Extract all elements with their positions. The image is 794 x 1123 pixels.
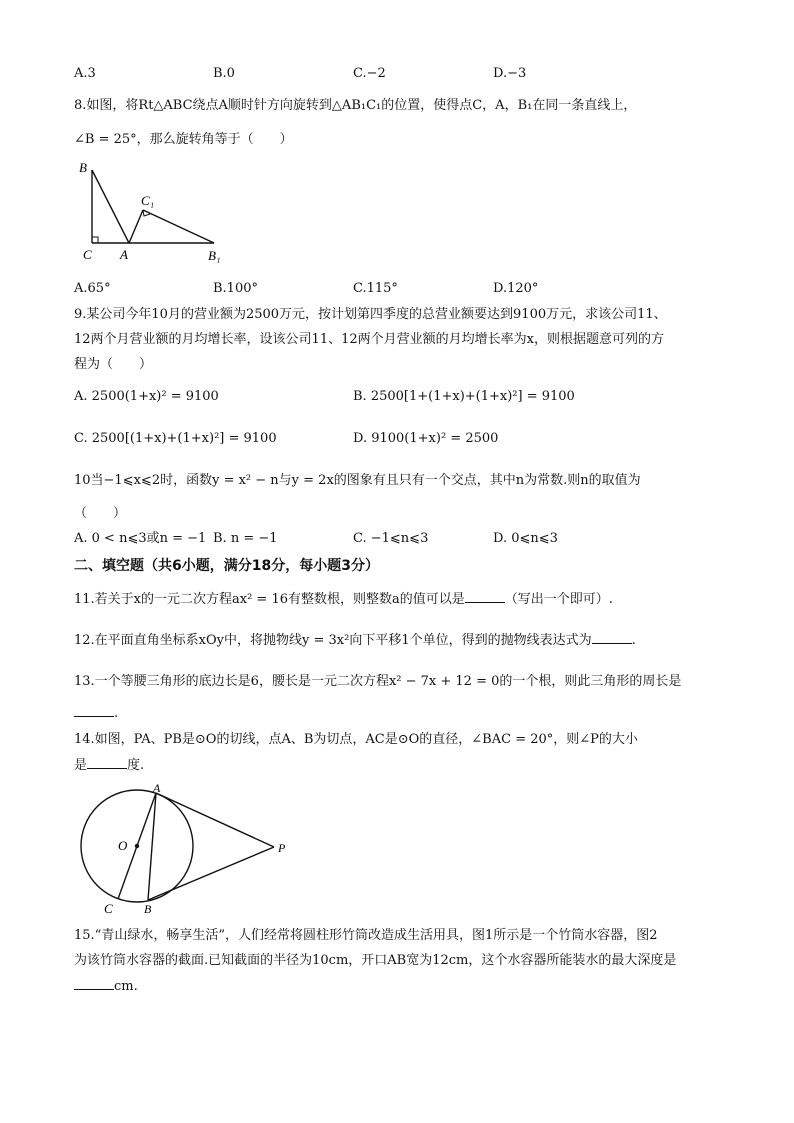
q8-option-c: C.115° — [353, 281, 398, 296]
q7-option-c: C.−2 — [353, 66, 386, 81]
q8-label-a: A — [120, 247, 128, 262]
q10-option-d: D. 0⩽n⩽3 — [493, 531, 558, 546]
q14-answer-blank — [87, 756, 127, 769]
q11-text-before: 11.若关于x的一元二次方程ax² = 16有整数根，则整数a的值可以是 — [74, 592, 465, 607]
q10-option-c: C. −1⩽n⩽3 — [353, 531, 429, 546]
q9-stem-line2: 12两个月营业额的月均增长率，设该公司11、12两个月营业额的月均增长率为x，则根据题意可列的方 — [74, 332, 664, 347]
q13-answer-blank — [74, 704, 114, 717]
q9-option-d: D. 9100(1+x)² = 2500 — [353, 431, 499, 446]
q11-stem — [74, 590, 613, 609]
q14-stem-line1: 14.如图，PA、PB是⊙O的切线，点A、B为切点，AC是⊙O的直径，∠BAC = 20°，则∠P的大小 — [74, 732, 638, 747]
q14-label-a: A — [153, 782, 161, 795]
q14-circle-tangent-figure — [74, 782, 304, 917]
q14-text-after: 度. — [127, 758, 145, 773]
q14-label-p: P — [278, 841, 286, 855]
q14-label-c: C — [104, 901, 113, 916]
q9-option-a: A. 2500(1+x)² = 9100 — [74, 389, 219, 404]
q12-text-before: 12.在平面直角坐标系xOy中，将抛物线y = 3x²向下平移1个单位，得到的抛物线表达式为 — [74, 633, 592, 648]
q8-option-a: A.65° — [74, 281, 111, 296]
q12-answer-blank — [592, 631, 632, 644]
q11-answer-blank — [465, 590, 505, 603]
q8-label-c1: C₁ — [141, 193, 155, 208]
q8-option-b: B.100° — [213, 281, 258, 296]
q7-option-d: D.−3 — [493, 66, 527, 81]
section-fill-in-title: 二、填空题（共6小题，满分18分，每小题3分） — [74, 558, 379, 574]
q15-stem-line2: 为该竹筒水容器的截面.已知截面的半径为10cm，开口AB宽为12cm，这个水容器所能装水的最大深度是 — [74, 953, 677, 968]
q7-option-b: B.0 — [213, 66, 235, 81]
q14-label-o: O — [118, 838, 128, 853]
q12-text-after: . — [631, 633, 636, 648]
q10-option-a: A. 0 < n⩽3或n = −1 — [74, 531, 207, 546]
q7-option-a: A.3 — [74, 66, 96, 81]
q8-label-c: C — [83, 247, 92, 262]
q14-text-before: 是 — [74, 758, 88, 773]
q13-stem-line2 — [74, 704, 118, 723]
q12-stem — [74, 631, 636, 650]
q8-label-b1: B₁ — [208, 248, 221, 263]
q15-answer-blank — [74, 977, 114, 990]
q8-label-b: B — [79, 160, 87, 175]
q13-text-after: . — [114, 706, 119, 721]
q15-stem-line3 — [74, 977, 138, 996]
q9-option-b: B. 2500[1+(1+x)+(1+x)²] = 9100 — [353, 389, 575, 404]
q8-triangle-figure — [74, 158, 244, 270]
q10-stem-line2: （ ） — [74, 506, 127, 521]
q13-stem-line1: 13.一个等腰三角形的底边长是6，腰长是一元二次方程x² − 7x + 12 = 0的一个根，则此三角形的周长是 — [74, 674, 682, 689]
q10-option-b: B. n = −1 — [213, 531, 278, 546]
q15-stem-line1: 15.“青山绿水，畅享生活”，人们经常将圆柱形竹筒改造成生活用具，图1所示是一个竹筒水容器，图2 — [74, 928, 658, 943]
q9-stem-line3: 程为（ ） — [74, 357, 153, 372]
q11-text-after: （写出一个即可）. — [504, 592, 613, 607]
q8-stem-line2: ∠B = 25°，那么旋转角等于（ ） — [74, 132, 293, 147]
q10-stem-line1: 10当−1⩽x⩽2时，函数y = x² − n与y = 2x的图象有且只有一个交点，其中n为常数.则n的取值为 — [74, 473, 641, 488]
q9-stem-line1: 9.某公司今年10月的营业额为2500万元，按计划第四季度的总营业额要达到9100万元，求该公司11、 — [74, 307, 667, 322]
q15-text-after: cm. — [114, 979, 138, 994]
q8-stem-line1: 8.如图，将Rt△ABC绕点A顺时针方向旋转到△AB₁C₁的位置，使得点C，A，B₁在同一条直线上， — [74, 98, 637, 113]
q14-label-b: B — [144, 902, 152, 916]
q8-option-d: D.120° — [493, 281, 539, 296]
q14-stem-line2 — [74, 756, 144, 775]
q9-option-c: C. 2500[(1+x)+(1+x)²] = 9100 — [74, 431, 277, 446]
